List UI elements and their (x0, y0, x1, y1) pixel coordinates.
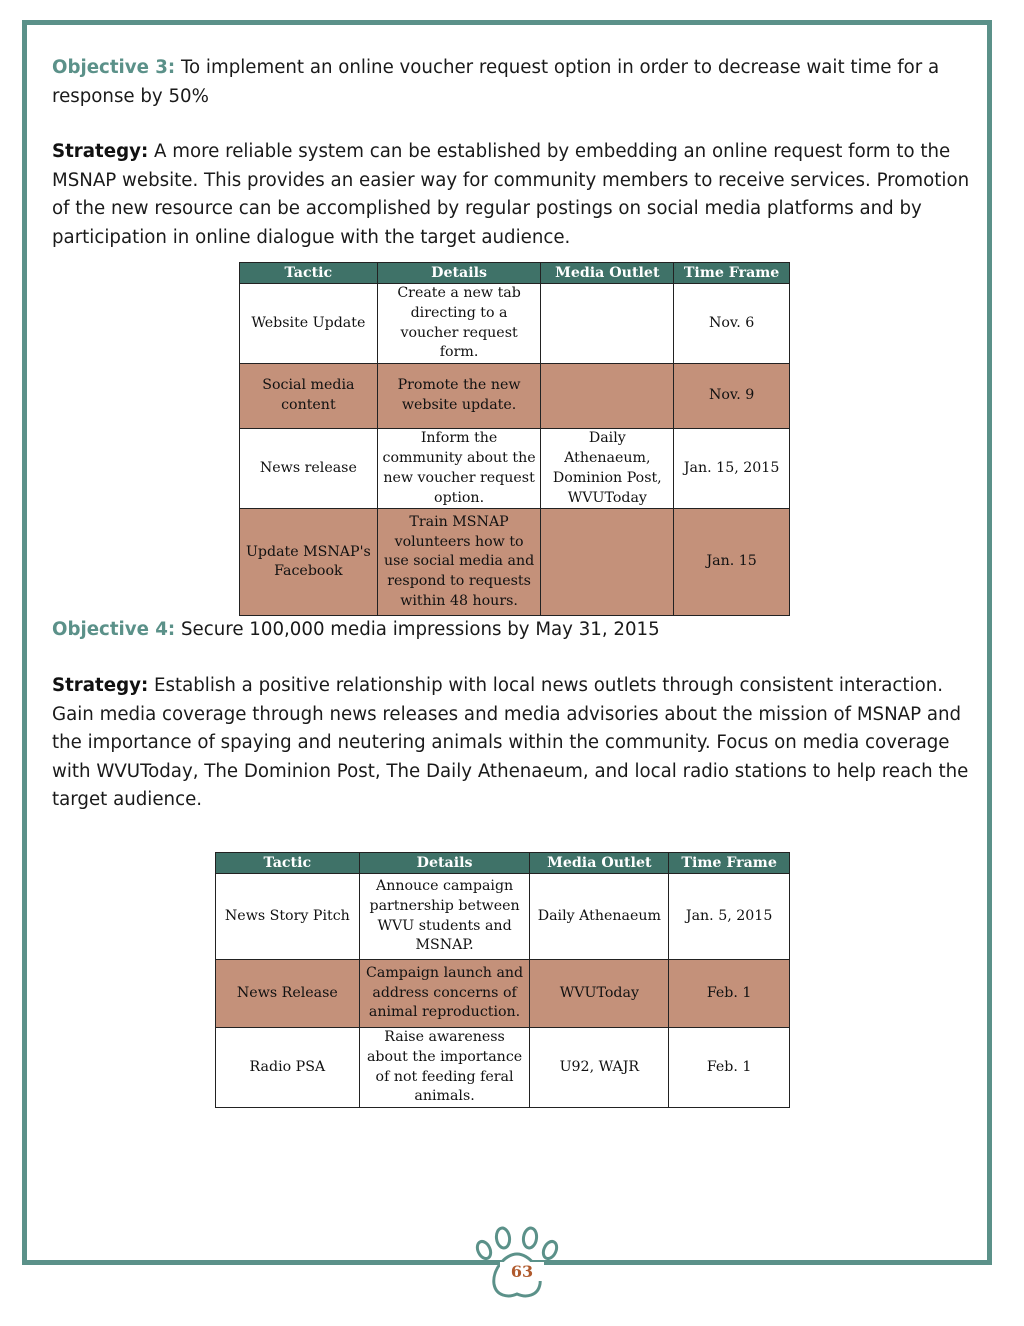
objective-4-label: Objective 4: (52, 619, 176, 640)
time-cell: Jan. 15 (674, 509, 790, 616)
details-cell: Annouce campaign partnership between WVU students and MSNAP. (359, 874, 530, 960)
time-cell: Jan. 15, 2015 (674, 429, 790, 509)
tactic-cell: News Story Pitch (216, 874, 360, 960)
table-row (216, 960, 790, 1028)
outlet-cell: WVUToday (530, 960, 669, 1028)
table1-header-details: Details (377, 263, 541, 284)
strategy-3-label: Strategy: (52, 141, 149, 162)
objective-4 (52, 616, 982, 645)
strategy-3 (52, 138, 982, 252)
strategy-4-text: Establish a positive relationship with local news outlets through consistent interaction. Gain media coverage through news releases and media advisories about the mission of MSNAP and the importance of spaying and neutering animals within the community. Focus on media coverage with WVUToday, The Dominion Post, The Daily Athenaeum, and local radio stations to help reach the target audience. (52, 675, 969, 810)
table-row (240, 429, 790, 509)
table1-header-tactic: Tactic (240, 263, 378, 284)
tactic-cell: Social media content (240, 364, 378, 429)
tactic-cell: Update MSNAP's Facebook (240, 509, 378, 616)
time-cell: Nov. 9 (674, 364, 790, 429)
tactics-table-2 (215, 852, 790, 1108)
tactic-cell: News release (240, 429, 378, 509)
outlet-cell: Daily Athenaeum, Dominion Post, WVUToday (541, 429, 674, 509)
time-cell: Feb. 1 (669, 960, 790, 1028)
outlet-cell (541, 364, 674, 429)
tactic-cell: Website Update (240, 284, 378, 364)
details-cell: Campaign launch and address concerns of animal reproduction. (359, 960, 530, 1028)
table-row (240, 509, 790, 616)
table2-header-time: Time Frame (669, 853, 790, 874)
details-cell: Raise awareness about the importance of not feeding feral animals. (359, 1028, 530, 1108)
table2-header-tactic: Tactic (216, 853, 360, 874)
outlet-cell (541, 284, 674, 364)
details-cell: Create a new tab directing to a voucher request form. (377, 284, 541, 364)
objective-3 (52, 54, 982, 111)
objective-3-text: To implement an online voucher request option in order to decrease wait time for a response by 50% (52, 57, 940, 107)
table1-header-outlet: Media Outlet (541, 263, 674, 284)
table-row (216, 874, 790, 960)
table-row (240, 284, 790, 364)
tactics-table-1 (239, 262, 790, 616)
details-cell: Inform the community about the new voucher request option. (377, 429, 541, 509)
table2-header-outlet: Media Outlet (530, 853, 669, 874)
strategy-4 (52, 672, 982, 815)
time-cell: Jan. 5, 2015 (669, 874, 790, 960)
details-cell: Train MSNAP volunteers how to use social media and respond to requests within 48 hours. (377, 509, 541, 616)
strategy-4-label: Strategy: (52, 675, 149, 696)
page-number: 63 (500, 1262, 544, 1281)
details-cell: Promote the new website update. (377, 364, 541, 429)
tactic-cell: Radio PSA (216, 1028, 360, 1108)
strategy-3-text: A more reliable system can be established by embedding an online request form to the MSNAP website. This provides an easier way for community members to receive services. Promotion of the new resource can be accomplished by regular postings on social media platforms and by participation in online dialogue with the target audience. (52, 141, 970, 248)
table1-header-time: Time Frame (674, 263, 790, 284)
objective-4-text: Secure 100,000 media impressions by May 31, 2015 (175, 619, 660, 640)
time-cell: Nov. 6 (674, 284, 790, 364)
table-row (240, 364, 790, 429)
time-cell: Feb. 1 (669, 1028, 790, 1108)
table2-header-details: Details (359, 853, 530, 874)
outlet-cell: Daily Athenaeum (530, 874, 669, 960)
outlet-cell (541, 509, 674, 616)
outlet-cell: U92, WAJR (530, 1028, 669, 1108)
table-row (216, 1028, 790, 1108)
tactic-cell: News Release (216, 960, 360, 1028)
objective-3-label: Objective 3: (52, 57, 176, 78)
